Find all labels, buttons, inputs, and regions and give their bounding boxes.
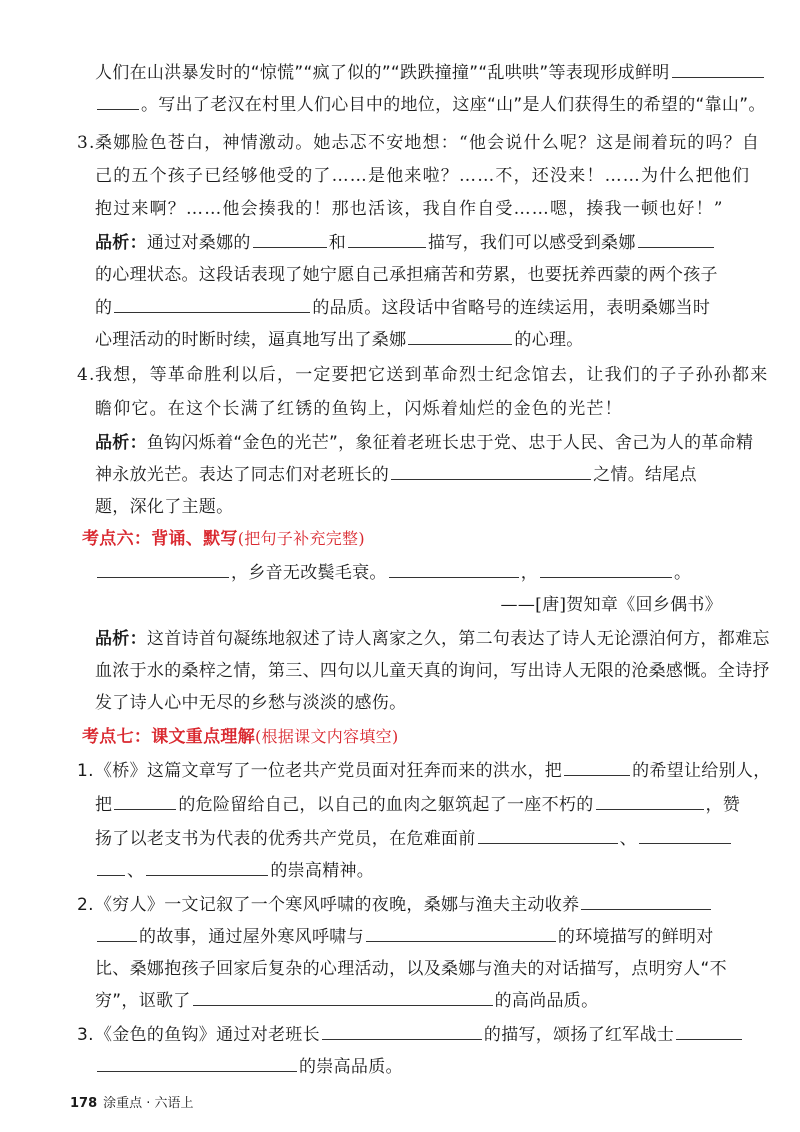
answer-blank[interactable] xyxy=(389,559,519,578)
poem-line: ，乡音无改鬓毛衰。 ， 。 xyxy=(95,558,722,588)
poem-citation: ——[唐]贺知章《回乡偶书》 xyxy=(500,595,722,615)
fill-2-line: 穷”，讴歌了 的高尚品质。 xyxy=(95,986,722,1016)
fill-3-line: 的崇高品质。 xyxy=(95,1052,722,1082)
question-4-line: 瞻仰它。在这个长满了红锈的鱼钩上，闪烁着灿烂的金色的光芒！ xyxy=(95,399,623,419)
answer-blank[interactable] xyxy=(596,791,704,810)
answer-blank[interactable] xyxy=(97,1053,297,1072)
answer-blank[interactable] xyxy=(146,857,268,876)
question-4-line: 4.我想，等革命胜利以后，一定要把它送到革命烈士纪念馆去，让我们的子子孙孙都来 xyxy=(77,365,769,385)
section-title: 考点六：背诵、默写 xyxy=(82,529,238,549)
answer-blank[interactable] xyxy=(114,294,310,313)
answer-blank[interactable] xyxy=(97,857,125,876)
fill-1-line: 扬了以老支书为代表的优秀共产党员，在危难面前 、 xyxy=(95,824,722,854)
page-footer xyxy=(70,1092,194,1111)
answer-blank[interactable] xyxy=(193,987,493,1006)
answer-blank[interactable] xyxy=(638,229,714,248)
answer-blank[interactable] xyxy=(672,59,764,78)
analysis-6-line: 品析：这首诗首句凝练地叙述了诗人离家之久，第二句表达了诗人无论漂泊何方，都难忘 xyxy=(95,629,770,649)
fill-1-line: 把 的危险留给自己，以自己的血肉之躯筑起了一座不朽的 ，赞 xyxy=(95,790,722,820)
analysis-4-line: 神永放光芒。表达了同志们对老班长的 之情。结尾点 xyxy=(95,460,722,490)
page-number: 178 xyxy=(70,1096,98,1111)
answer-blank[interactable] xyxy=(114,791,176,810)
answer-blank[interactable] xyxy=(97,559,229,578)
answer-blank[interactable] xyxy=(322,1021,482,1040)
analysis-4-line: 题，深化了主题。 xyxy=(95,497,234,517)
fill-1-line: 、 的崇高精神。 xyxy=(95,856,722,886)
analysis-6-line: 发了诗人心中无尽的乡愁与淡淡的感伤。 xyxy=(95,693,407,713)
section-note: (把句子补充完整) xyxy=(237,529,365,548)
text-line: 。写出了老汉在村里人们心目中的地位，这座“山”是人们获得生的希望的“靠山”。 xyxy=(95,90,722,120)
section-title: 考点七：课文重点理解 xyxy=(82,727,255,747)
text-line: 人们在山洪暴发时的“惊慌”“疯了似的”“跌跌撞撞”“乱哄哄”等表现形成鲜明 xyxy=(95,58,722,88)
analysis-label: 品析： xyxy=(95,433,147,453)
question-3-line: 3.桑娜脸色苍白，神情激动。她忐忑不安地想：“他会说什么呢？这是闹着玩的吗？自 xyxy=(77,133,761,153)
answer-blank[interactable] xyxy=(676,1021,742,1040)
analysis-3-line: 的 的品质。这段话中省略号的连续运用，表明桑娜当时 xyxy=(95,293,722,323)
question-3-line: 己的五个孩子已经够他受的了……是他来啦？……不，还没来！……为什么把他们 xyxy=(95,166,751,186)
section-6-header xyxy=(82,524,722,554)
answer-blank[interactable] xyxy=(97,923,137,942)
analysis-3-line: 品析：通过对桑娜的 和 描写，我们可以感受到桑娜 xyxy=(95,228,722,258)
analysis-3-line: 的心理状态。这段话表现了她宁愿自己承担痛苦和劳累，也要抚养西蒙的两个孩子 xyxy=(95,265,718,285)
analysis-4-line: 品析：鱼钩闪烁着“金色的光芒”，象征着老班长忠于党、忠于人民、舍己为人的革命精 xyxy=(95,433,754,453)
answer-blank[interactable] xyxy=(348,229,426,248)
analysis-label: 品析： xyxy=(95,233,147,253)
analysis-label: 品析： xyxy=(95,629,147,649)
analysis-6-line: 血浓于水的桑梓之情，第三、四句以儿童天真的询问，写出诗人无限的沧桑感慨。全诗抒 xyxy=(95,661,770,681)
answer-blank[interactable] xyxy=(253,229,327,248)
answer-blank[interactable] xyxy=(408,326,512,345)
answer-blank[interactable] xyxy=(97,91,139,110)
answer-blank[interactable] xyxy=(564,757,630,776)
answer-blank[interactable] xyxy=(366,923,556,942)
answer-blank[interactable] xyxy=(478,825,618,844)
book-title: 涂重点 · 六语上 xyxy=(103,1096,194,1111)
answer-blank[interactable] xyxy=(639,825,731,844)
fill-3-line: 3.《金色的鱼钩》通过对老班长 的描写，颂扬了红军战士 xyxy=(95,1020,722,1050)
answer-blank[interactable] xyxy=(581,891,711,910)
analysis-3-line: 心理活动的时断时续，逼真地写出了桑娜 的心理。 xyxy=(95,325,722,355)
answer-blank[interactable] xyxy=(540,559,672,578)
section-note: (根据课文内容填空) xyxy=(255,727,399,746)
answer-blank[interactable] xyxy=(391,461,591,480)
fill-1-line: 1.《桥》这篇文章写了一位老共产党员面对狂奔而来的洪水，把 的希望让给别人， xyxy=(95,756,722,786)
question-3-line: 抱过来啊？……他会揍我的！那也活该，我自作自受……嗯，揍我一顿也好！” xyxy=(95,199,724,219)
fill-2-line: 比、桑娜抱孩子回家后复杂的心理活动，以及桑娜与渔夫的对话描写，点明穷人“不 xyxy=(95,959,727,979)
fill-2-line: 的故事，通过屋外寒风呼啸与 的环境描写的鲜明对 xyxy=(95,922,722,952)
section-7-header xyxy=(82,722,722,752)
fill-2-line: 2.《穷人》一文记叙了一个寒风呼啸的夜晚，桑娜与渔夫主动收养 xyxy=(95,890,722,920)
